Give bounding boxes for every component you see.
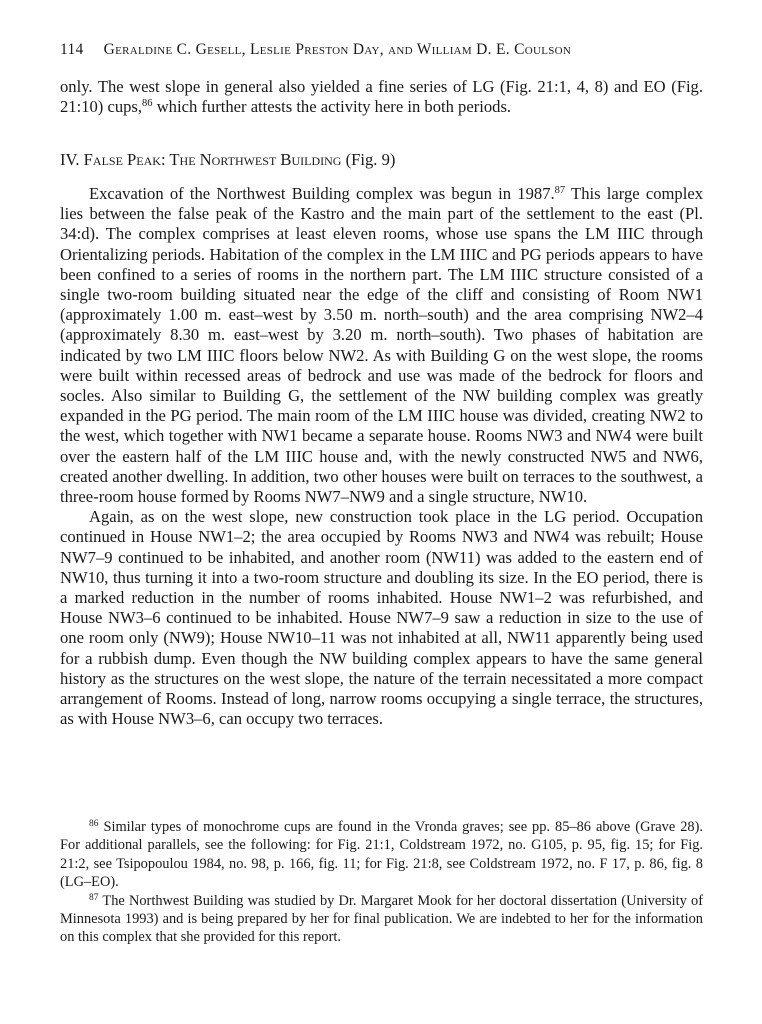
paragraph-text: Excavation of the Northwest Building complex was begun in 1987.	[89, 184, 555, 203]
section-heading	[60, 150, 395, 170]
paragraph-text: This large complex lies between the false peak of the Kastro and the main part of the settlement to the east (Pl. 34:d). The complex comprises at least eleven rooms, whose use spans the LM IIIC through Orientalizing periods. Habitation of the complex in the LM IIIC and PG periods appears to have been confined to a series of rooms in the northern part. The LM IIIC structure consisted of a single two-room building situated near the edge of the cliff and consisting of Room NW1 (approximately 1.00 m. east–west by 3.50 m. north–south) and the area comprising NW2–4 (approximately 8.30 m. east–west by 3.20 m. north–south). Two phases of habitation are indicated by two LM IIIC floors below NW2. As with Building G on the west slope, the rooms were built within recessed areas of bedrock and use was made of the bedrock for floors and socles. Also similar to Building G, the settlement of the NW building complex was greatly expanded in the PG period. The main room of the LM IIIC house was divided, creating NW2 to the west, which together with NW1 became a separate house. Rooms NW3 and NW4 were built over the eastern half of the LM IIIC house and, with the newly constructed NW5 and NW6, created another dwelling. In addition, two other houses were built on terraces to the southwest, a three-room house formed by Rooms NW7–NW9 and a single structure, NW10.	[60, 184, 703, 507]
paragraph: Again, as on the west slope, new construction took place in the LG period. Occupation continued in House NW1–2; the area occupied by Rooms NW3 and NW4 was rebuilt; House NW7–9 continued to be inhabited, and another room (NW11) was added to the eastern end of NW10, thus turning it into a two-room structure and doubling its size. In the EO period, there is a marked reduction in the number of rooms inhabited. House NW1–2 was refurbished, and House NW3–6 continued to be inhabited. House NW7–9 saw a reduction in size to the use of one room only (NW9); House NW10–11 was not inhabited at all, NW11 apparently being used for a rubbish dump. Even though the NW building complex appears to have the same general history as the structures on the west slope, the nature of the terrain necessitated a more compact arrangement of Rooms. Instead of long, narrow rooms occupying a single terrace, the structures, as with House NW3–6, can occupy two terraces.	[60, 507, 703, 729]
header-authors: Geraldine C. Gesell, Leslie Preston Day, and William D. E. Coulson	[103, 41, 572, 58]
footnote-number: 86	[89, 819, 99, 829]
section-title: False Peak: The Northwest Building	[83, 150, 342, 169]
paragraph-continuation	[60, 77, 703, 117]
section-number: IV.	[60, 150, 84, 169]
footnote-text: The Northwest Building was studied by Dr. Margaret Mook for her doctoral dissertation (University of Minnesota 1993) and is being prepared by her for final publication. We are indebted to her for the information on this complex that she provided for this report.	[60, 892, 703, 946]
paragraph-text: which further attests the activity here in both periods.	[152, 97, 512, 117]
footnote-number: 87	[89, 892, 99, 903]
footnote-text: Similar types of monochrome cups are found in the Vronda graves; see pp. 85–86 above (Grave 28). For additional parallels, see the following: for Fig. 21:1, Coldstream 1972, no. G105, p. 95, fig. 15; for Fig. 21:2, see Tsipopoulou 1984, no. 98, p. 166, fig. 11; for Fig. 21:8, see Coldstream 1972, no. F 17, p. 86, fig. 8 (LG–EO).	[60, 819, 703, 891]
footnote-ref-86[interactable]: 86	[142, 98, 153, 110]
section-figure-ref: (Fig. 9)	[341, 150, 396, 169]
footnotes	[60, 818, 703, 947]
body-text	[60, 184, 703, 729]
page-number: 114	[60, 41, 84, 58]
running-header	[60, 41, 710, 59]
footnote-ref-87[interactable]: 87	[554, 185, 566, 196]
paragraph-text: only. The west slope in general also yielded a fine series of LG (Fig. 21:1, 4, 8) and EO (Fig. 21:10) cups,	[60, 77, 703, 117]
paragraph	[60, 184, 703, 507]
footnote	[60, 818, 703, 892]
footnote	[60, 892, 703, 947]
